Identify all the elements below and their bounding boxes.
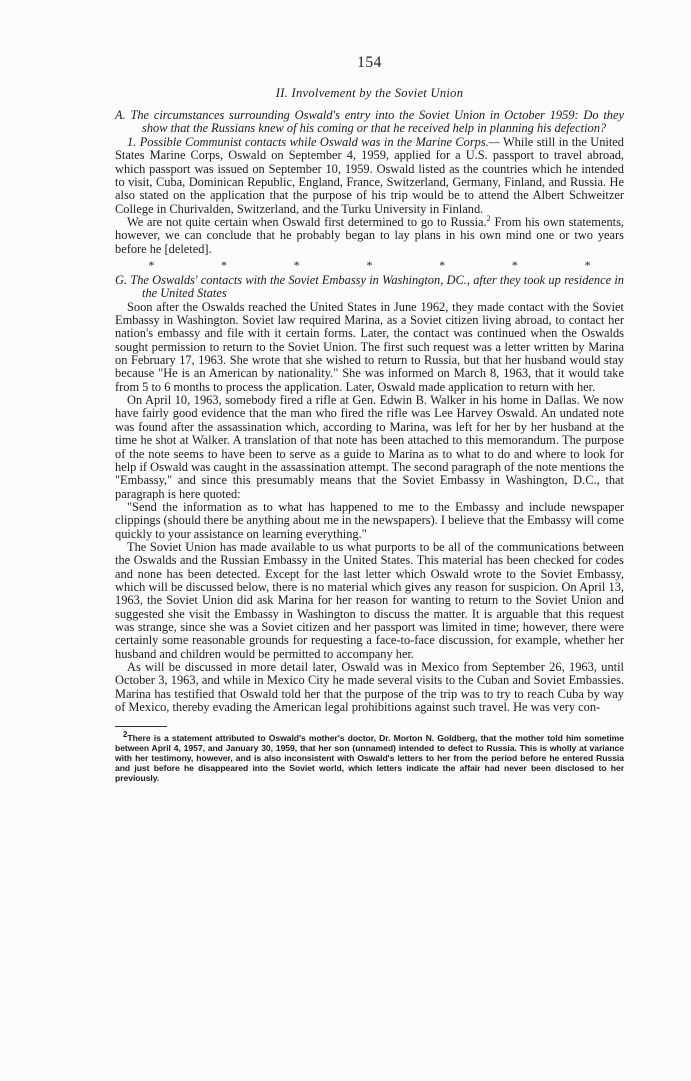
asterisk: * [584, 257, 591, 272]
footnote-divider [115, 726, 167, 727]
footnote [115, 730, 624, 784]
section-a-letter: A. [115, 108, 126, 122]
paragraph-russia-plans-text-b: From his own statements, however, we can conclude that he probably began to lay plans in his own mind one or two years before he [deleted]. [115, 214, 624, 256]
paragraph-embassy-contact: Soon after the Oswalds reached the United States in June 1962, they made contact with the Soviet Embassy in Washington. Soviet law required Marina, as a Soviet citizen living abroad, to contact her nation's embassy and file with it certain forms. Later, the contact was continued when the Oswalds sought permission to return to the Soviet Union. The first such request was a letter written by Marina on February 17, 1963. She wrote that she wished to return to Russia, but that her husband would stay because "He is an American by nationality." She was informed on March 8, 1963, that it would take from 5 to 6 months to process the application. Later, Oswald made application to return with her. [115, 299, 624, 394]
item1-lead: 1. Possible Communist contacts while Oswald was in the Marine Corps.— [127, 134, 500, 149]
item1-paragraph [115, 136, 624, 216]
footnote-text: There is a statement attributed to Oswald's mother's doctor, Dr. Morton N. Goldberg, that the mother told him sometime between April 4, 1957, and January 30, 1959, that her son (unnamed) intended to defect to Russia. This is wholly at variance with her testimony, however, and is also inconsistent with Oswald's letters to her from the period before he entered Russia and just before he disappeared into the Soviet world, which letters indicate the affair had never been disclosed to her previously. [115, 733, 624, 784]
section-a-heading-text: The circumstances surrounding Oswald's entry into the Soviet Union in October 1959: Do they show that the Russians knew of his coming or that he received help in planning his defection? [130, 108, 624, 136]
paragraph-communications: The Soviet Union has made available to us what purports to be all of the communications between the Oswalds and the Russian Embassy in the United States. This material has been checked for codes and none has been detected. Except for the last letter which Oswald wrote to the Soviet Embassy, which will be discussed below, there is no material which gives any reason for suspicion. On April 13, 1963, the Soviet Union did ask Marina for her reason for wanting to return to the Soviet Union and suggested she visit the Embassy in Washington to discuss the matter. It is arguable that this request was strange, since she was a Soviet citizen and her passport was limited in time; however, there were certainly some reasonable grounds for requesting a face-to-face discussion, for example, whether her husband and children would be permitted to accompany her. [115, 539, 624, 661]
paragraph-russia-plans [115, 213, 624, 256]
asterisk: * [366, 257, 373, 272]
asterisk: * [293, 257, 300, 272]
section-g-heading-text: The Oswalds' contacts with the Soviet Embassy in Washington, DC., after they took up residence in the United States [130, 272, 624, 301]
asterisk: * [511, 257, 518, 272]
footnote-mark: 2 [123, 730, 128, 740]
asterisk: * [148, 257, 155, 272]
section-g-letter: G. [115, 272, 128, 287]
asterisk: * [439, 257, 446, 272]
page-number: 154 [357, 54, 382, 71]
quoted-note: "Send the information as to what has happened to me to the Embassy and include newspaper clippings (should there be anything about me in the newspapers). I believe that the Embassy will come quickly to your assistance on learning everything." [115, 499, 624, 541]
section-g-heading [115, 274, 624, 301]
omission-asterisks [115, 256, 624, 274]
item1-text: While still in the United States Marine Corps, Oswald on September 4, 1959, applied for a U.S. passport to travel abroad, which passport was issued on September 10, 1959. Oswald listed as the countries which he intended to visit, Cuba, Dominican Republic, England, France, Switzerland, Germany, Finland, and Russia. He also stated on the application that the purpose of his trip would be to attend the Albert Schweitzer College in Churivalden, Switzerland, and the Turku University in Finland. [115, 134, 624, 216]
paragraph-russia-plans-text-a: We are not quite certain when Oswald first determined to go to Russia. [127, 214, 487, 229]
asterisk: * [221, 257, 228, 272]
footnote-ref: 2 [486, 213, 491, 223]
page-content [115, 54, 624, 783]
section-a-heading [115, 109, 624, 136]
paragraph-walker-shooting: On April 10, 1963, somebody fired a rifle at Gen. Edwin B. Walker in his home in Dallas. We now have fairly good evidence that the man who fired the rifle was Lee Harvey Oswald. An undated note was found after the assassination which, according to Marina, was left for her by her husband at the time he shot at Walker. A translation of that note has been attached to this memorandum. The purpose of the note seems to have been to serve as a guide to Marina as to what to do and where to look for help if Oswald was caught in the assassination attempt. The second paragraph of the note mentions the "Embassy," and since this presumably means that the Soviet Embassy in Washington, D.C., that paragraph is here quoted: [115, 393, 624, 501]
section-heading: II. Involvement by the Soviet Union [275, 86, 464, 100]
paragraph-mexico-trip: As will be discussed in more detail later, Oswald was in Mexico from September 26, 1963, until October 3, 1963, and while in Mexico City he made several visits to the Cuban and Soviet Embassies. Marina has testified that Oswald told her that the purpose of the trip was to try to reach Cuba by way of Mexico, thereby evading the American legal prohibitions against such travel. He was very con- [115, 660, 624, 715]
